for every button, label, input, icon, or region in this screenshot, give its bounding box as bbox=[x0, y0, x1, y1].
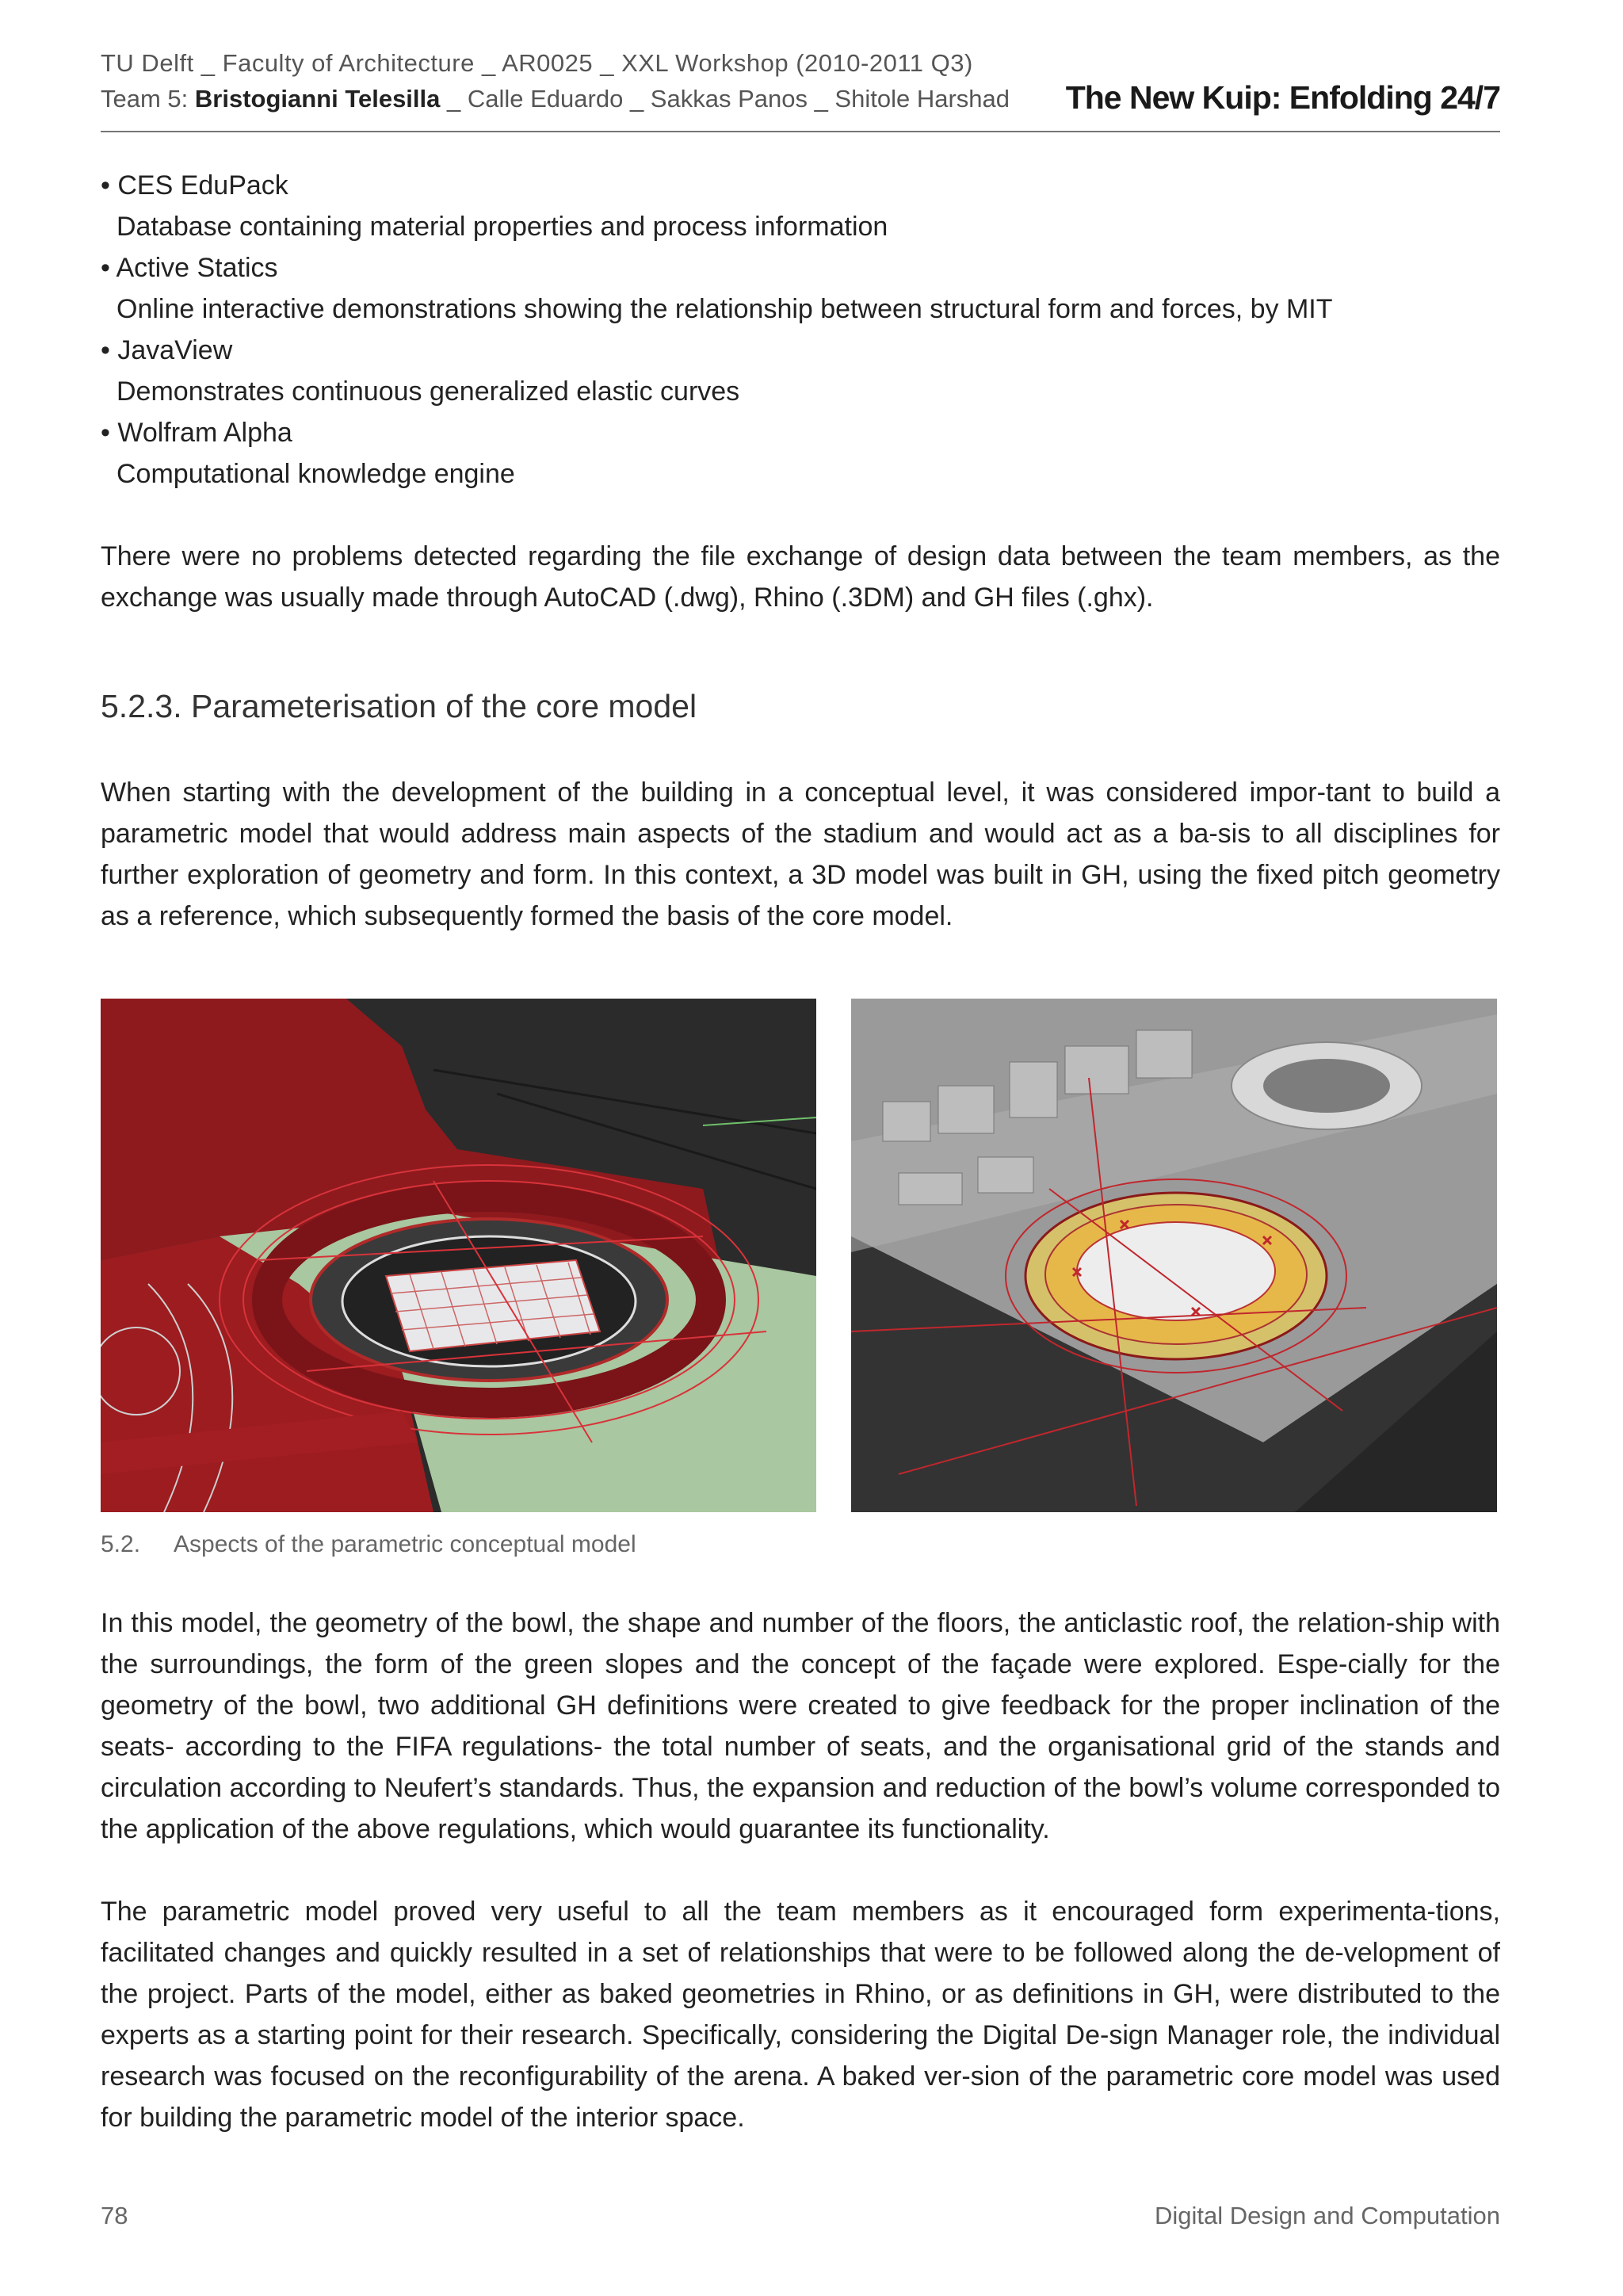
list-item-desc: Demonstrates continuous generalized elastic curves bbox=[116, 376, 740, 407]
paragraph-parametric-usefulness: The parametric model proved very useful to all the team members as it encouraged form experimenta-tions, facilitated changes and quickly resulted in a set of relationships that were to be followed along the de-velopment of the project. Parts of the model, either as baked geometries in Rhino, or as definitions in GH, were distributed to the experts as a starting point for their research. Specifically, considering the Digital De-sign Manager role, the individual research was focused on the reconfigurability of the arena. A baked ver-sion of the parametric core model was used for building the parametric model of the interior space. bbox=[101, 1897, 1500, 2133]
course-line: TU Delft _ Faculty of Architecture _ AR0025 _ XXL Workshop (2010-2011 Q3) bbox=[101, 49, 973, 77]
document-title: The New Kuip: Enfolding 24/7 bbox=[1065, 79, 1500, 116]
tools-list bbox=[101, 165, 1500, 495]
team-line bbox=[101, 81, 1500, 117]
section-heading: 5.2.3. Parameterisation of the core model bbox=[101, 688, 697, 724]
paragraph-file-exchange: There were no problems detected regarding the file exchange of design data between the team members, as the exchange was usually made through AutoCAD (.dwg), Rhino (.3DM) and GH files (.ghx). bbox=[101, 541, 1500, 613]
paragraph-model-aspects: In this model, the geometry of the bowl, the shape and number of the floors, the anticlastic roof, the relation-ship with the surroundings, the form of the green slopes and the concept of the façade were explored. Espe-cially for the geometry of the bowl, two additional GH definitions were created to give feedback for the proper inclination of the seats- according to the FIFA regulations- the total number of seats, and the organisational grid of the stands and circulation according to Neufert’s standards. Thus, the expansion and reduction of the bowl’s volume corresponded to the application of the above regulations, which would guarantee its functionality. bbox=[101, 1608, 1500, 1844]
paragraph-intro: When starting with the development of the building in a conceptual level, it was considered impor-tant to build a parametric model that would address main aspects of the stadium and would act as a ba-sis to all disciplines for further exploration of geometry and form. In this context, a 3D model was built in GH, using the fixed pitch geometry as a reference, which subsequently formed the basis of the core model. bbox=[101, 777, 1500, 931]
team-lead: Bristogianni Telesilla bbox=[194, 85, 441, 113]
header-divider bbox=[101, 131, 1500, 132]
list-item-desc: Computational knowledge engine bbox=[116, 459, 515, 489]
list-item-desc: Online interactive demonstrations showing the relationship between structural form and forces, by MIT bbox=[116, 294, 1333, 324]
figure-parametric-model-red bbox=[101, 999, 816, 1512]
list-item-title: • JavaView bbox=[101, 335, 233, 365]
figure-caption-text: Aspects of the parametric conceptual model bbox=[174, 1531, 636, 1557]
page-header bbox=[101, 46, 1500, 117]
list-item-title: • Wolfram Alpha bbox=[101, 418, 292, 448]
figure-number: 5.2. bbox=[101, 1531, 141, 1557]
figure-parametric-model-grey bbox=[851, 999, 1497, 1512]
list-item-title: • CES EduPack bbox=[101, 170, 288, 201]
list-item-title: • Active Statics bbox=[101, 253, 278, 283]
footer-section: Digital Design and Computation bbox=[1155, 2202, 1500, 2229]
page-number: 78 bbox=[101, 2202, 128, 2229]
team-prefix: Team 5: bbox=[101, 85, 195, 113]
figure-caption bbox=[101, 1531, 636, 1558]
team-members: _ Calle Eduardo _ Sakkas Panos _ Shitole Harshad bbox=[440, 85, 1010, 113]
list-item-desc: Database containing material properties and process information bbox=[116, 212, 888, 242]
